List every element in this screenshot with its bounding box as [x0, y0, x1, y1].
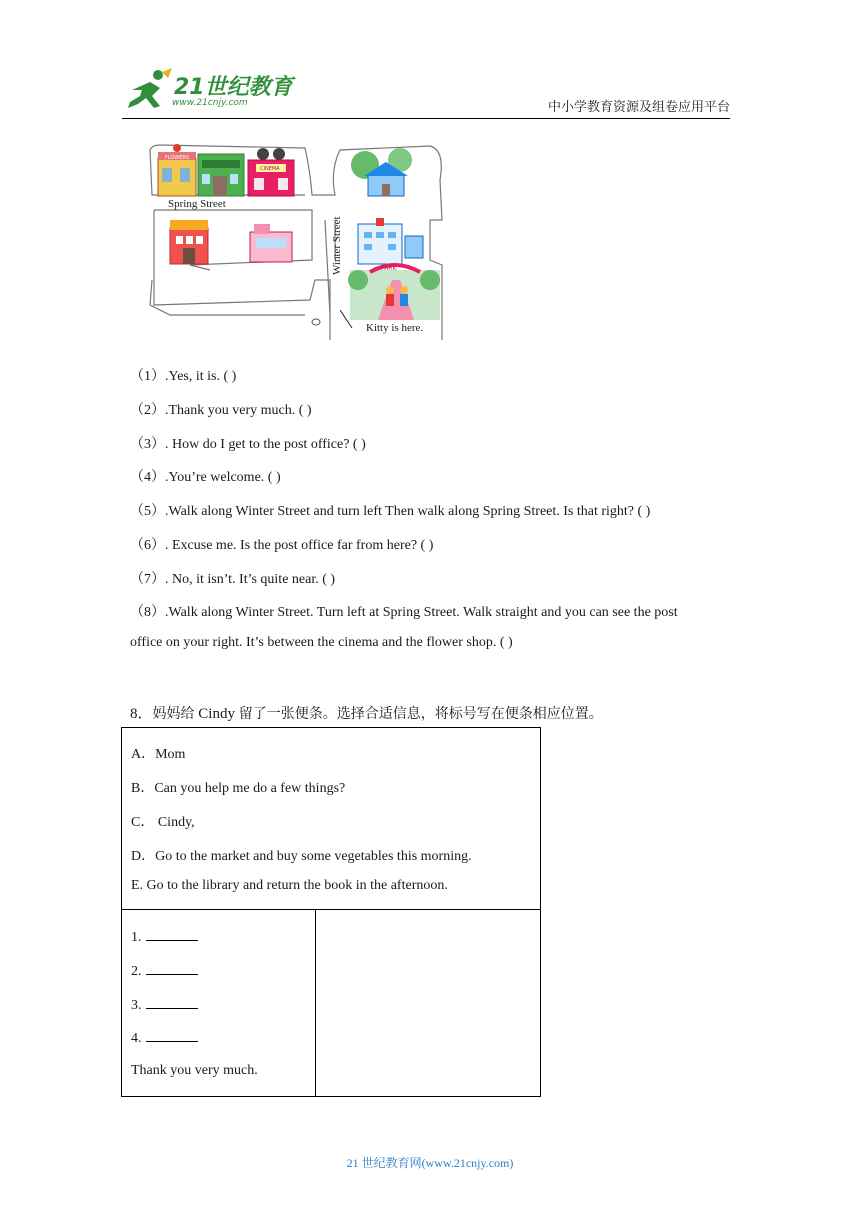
cinema-sign: CINEMA	[260, 166, 280, 172]
runner-icon	[122, 68, 174, 114]
blank-number: 1.	[131, 930, 142, 945]
logo-text: 21世纪教育	[174, 75, 293, 100]
question-number: （5）	[130, 504, 165, 519]
post-office-icon	[198, 154, 244, 196]
winter-street-label: Winter Street	[331, 216, 343, 275]
section-title-part2: 留了一张便条。选择合适信息，将标号写在便条相应位置。	[238, 706, 603, 722]
note-closing: Thank you very much.	[131, 1063, 258, 1078]
question-text: . Excuse me. Is the post office far from here? ( )	[165, 538, 434, 553]
spring-street-label: Spring Street	[168, 198, 226, 210]
question-6	[130, 534, 433, 554]
section-title-name: Cindy	[194, 706, 239, 722]
kitty-location-label: Kitty is here.	[366, 322, 424, 334]
question-text: . How do I get to the post office? ( )	[165, 437, 366, 452]
question-1	[130, 365, 236, 385]
street-map	[130, 140, 448, 345]
blank-number: 4.	[131, 1031, 142, 1046]
question-3	[130, 433, 366, 453]
section-number: 8．	[130, 706, 153, 722]
logo-url: www.21cnjy.com	[172, 98, 248, 108]
question-text: . No, it isn’t. It’s quite near. ( )	[165, 572, 336, 587]
park-sign: PARK	[381, 265, 397, 272]
blank-line[interactable]	[146, 962, 198, 975]
park-icon	[348, 265, 440, 320]
site-logo	[122, 68, 292, 114]
section-8-title	[130, 702, 603, 723]
blank-line[interactable]	[146, 928, 198, 941]
question-number: （1）	[130, 369, 165, 384]
platform-name: 中小学教育资源及组卷应用平台	[547, 100, 730, 115]
blank-line[interactable]	[146, 1029, 198, 1042]
column-divider	[315, 909, 316, 1097]
blank-number: 2.	[131, 964, 142, 979]
answer-blank-1[interactable]	[131, 928, 198, 946]
question-text: .Thank you very much. ( )	[165, 403, 312, 418]
blank-line[interactable]	[146, 996, 198, 1009]
question-text: .Yes, it is. ( )	[165, 369, 237, 384]
school-icon	[170, 220, 208, 264]
question-number: （8）	[130, 605, 165, 620]
answer-blank-2[interactable]	[131, 962, 198, 980]
question-number: （6）	[130, 538, 165, 553]
question-4	[130, 466, 281, 486]
option-b: B．Can you help me do a few things?	[131, 781, 346, 796]
answer-blank-3[interactable]	[131, 996, 198, 1014]
question-text: .You’re welcome. ( )	[165, 470, 281, 485]
table-divider	[122, 909, 540, 910]
question-text: .Walk along Winter Street and turn left Then walk along Spring Street. Is that right? ( )	[165, 504, 651, 519]
question-8	[130, 601, 678, 621]
hospital-icon	[358, 218, 402, 264]
question-8-continued	[130, 635, 513, 651]
question-2	[130, 399, 312, 419]
question-number: （2）	[130, 403, 165, 418]
question-number: （7）	[130, 572, 165, 587]
answer-blank-4[interactable]	[131, 1029, 198, 1047]
question-7	[130, 568, 335, 588]
question-text: .Walk along Winter Street. Turn left at Spring Street. Walk straight and you can see the post	[165, 605, 678, 620]
blank-number: 3.	[131, 998, 142, 1013]
question-text: office on your right. It’s between the cinema and the flower shop. ( )	[130, 635, 513, 650]
page-footer: 21 世纪教育网(www.21cnjy.com)	[346, 1156, 514, 1170]
option-c: C． Cindy,	[131, 815, 195, 830]
question-number: （4）	[130, 470, 165, 485]
flower-shop-sign: FLOWERS	[165, 155, 190, 161]
section-title-part1: 妈妈给	[152, 706, 195, 722]
option-a: A．Mom	[131, 747, 186, 762]
page-header	[0, 0, 860, 120]
option-e: E. Go to the library and return the book in the afternoon.	[131, 878, 448, 893]
note-table	[121, 727, 541, 1097]
header-divider	[122, 118, 730, 119]
small-building-icon	[405, 236, 423, 258]
option-d: D．Go to the market and buy some vegetables this morning.	[131, 849, 472, 864]
question-5	[130, 500, 650, 520]
question-number: （3）	[130, 437, 165, 452]
